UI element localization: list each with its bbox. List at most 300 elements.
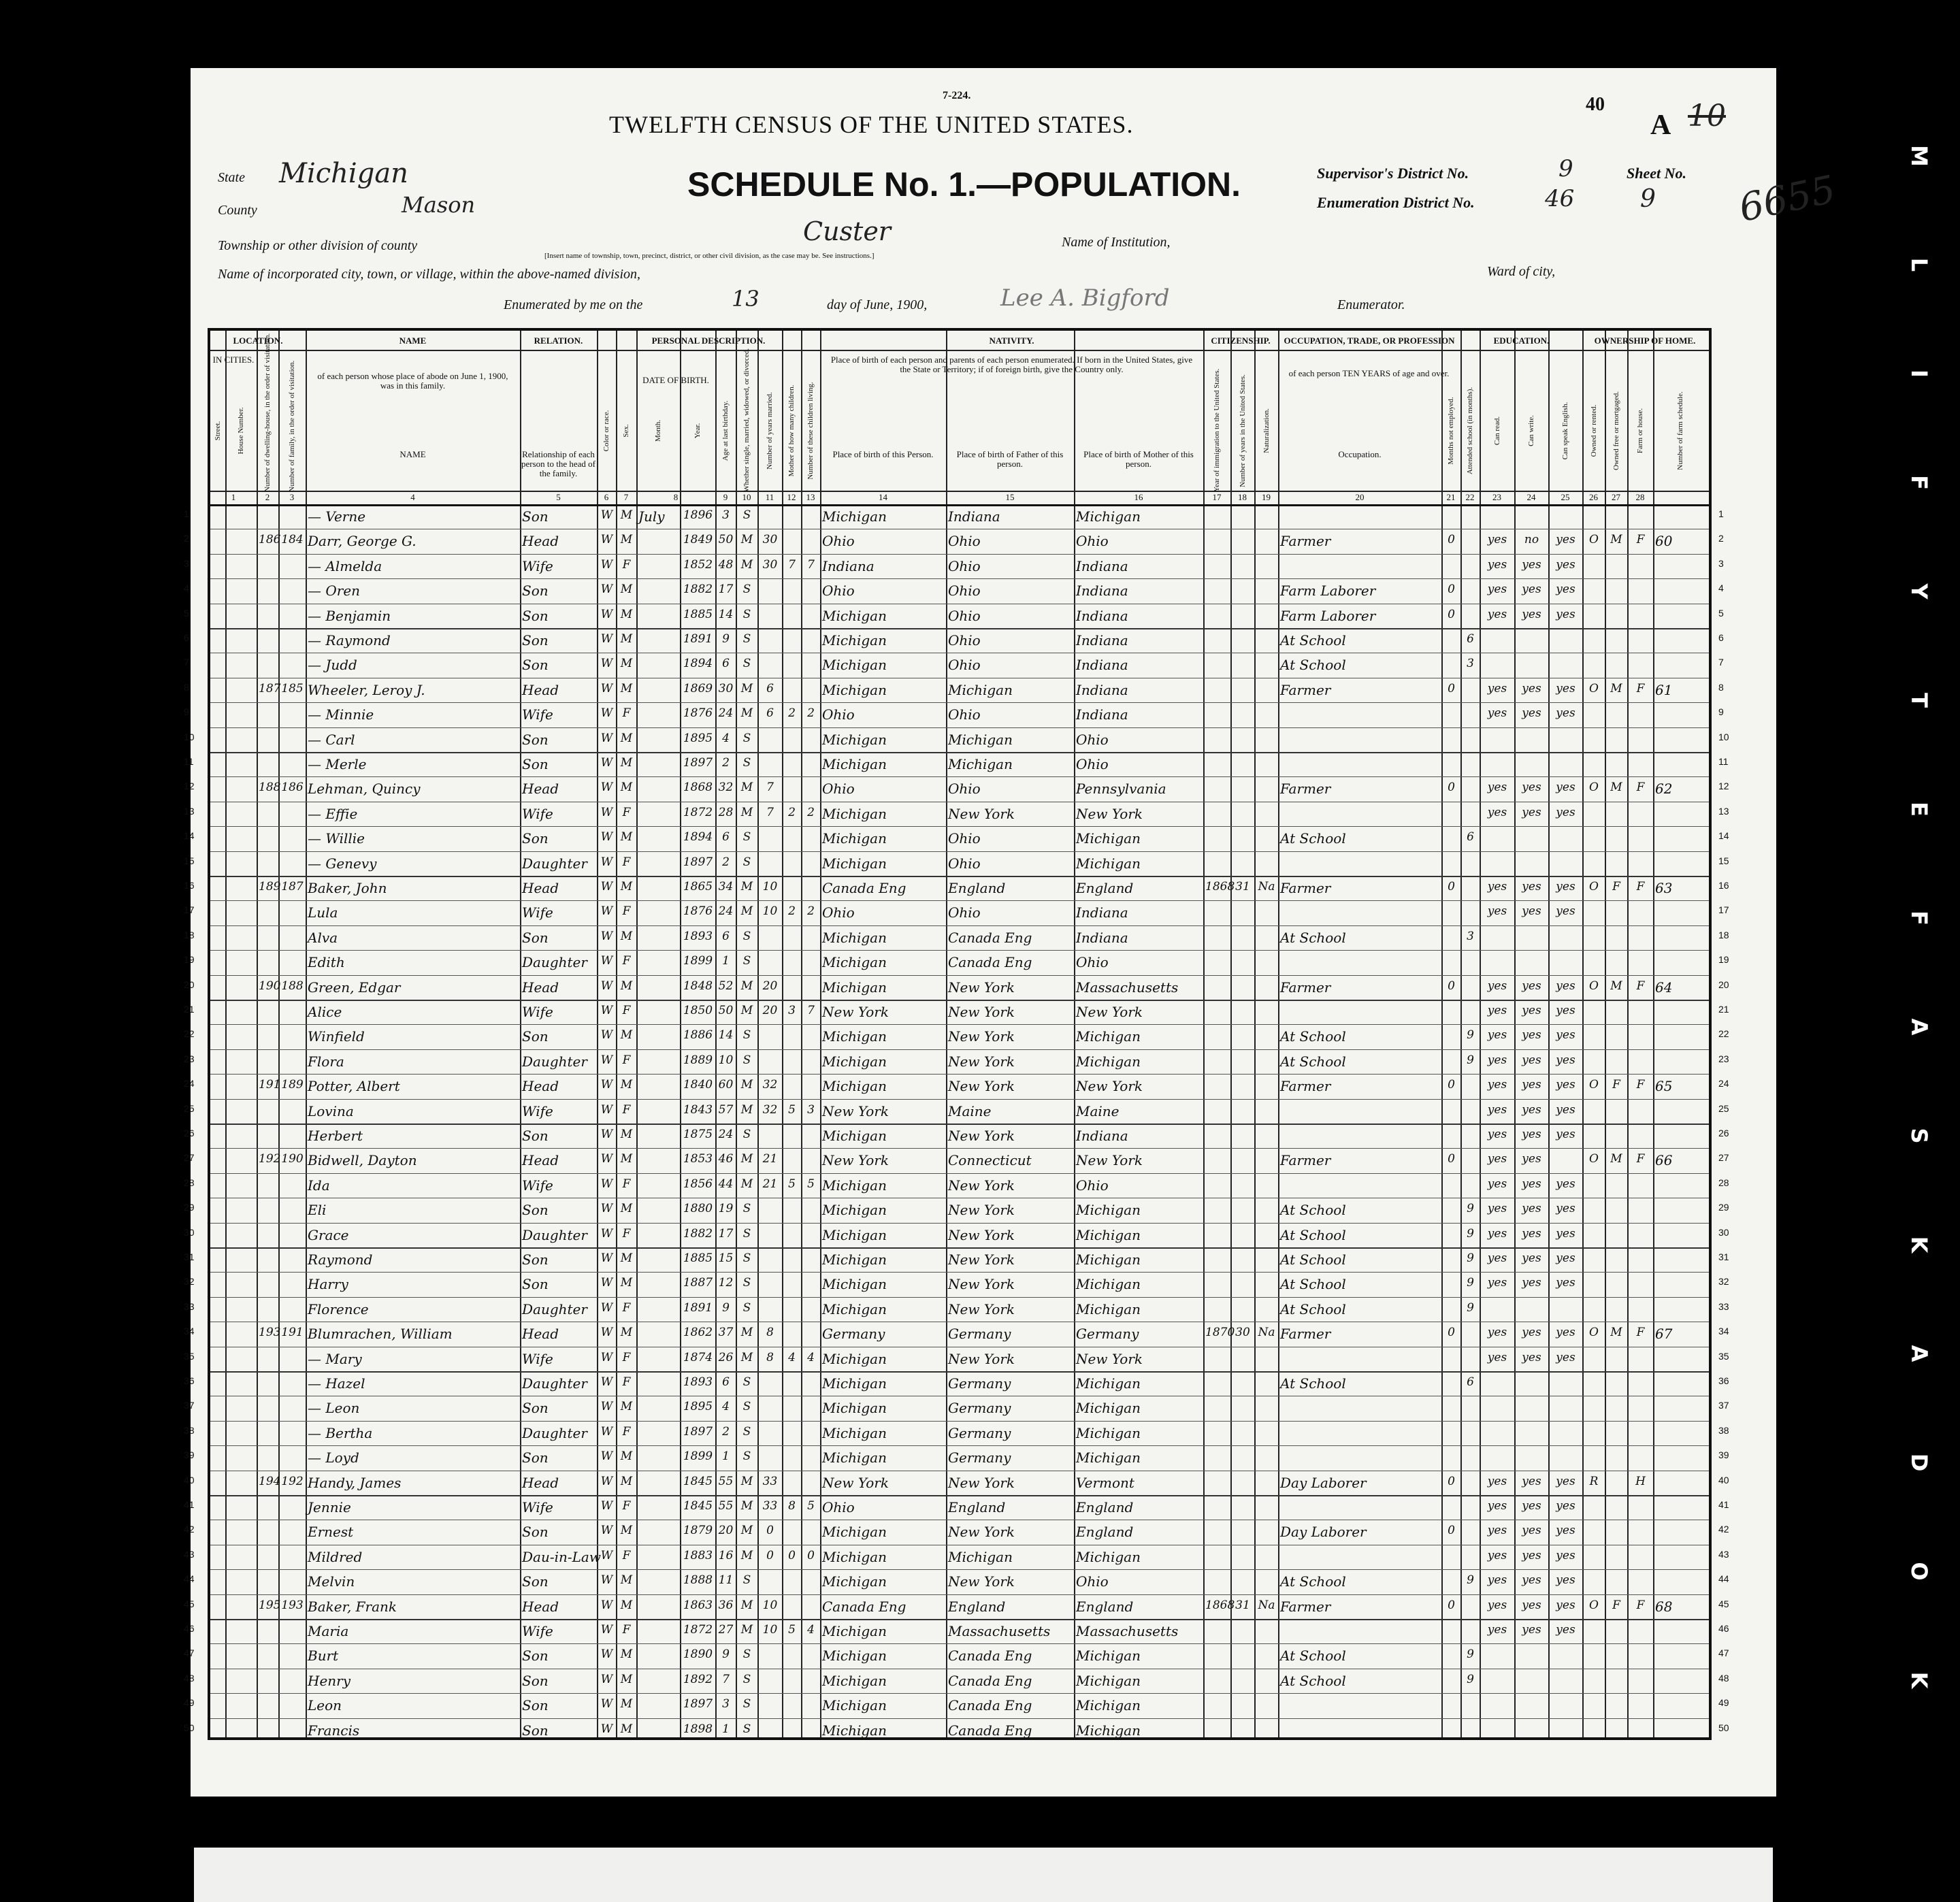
cell-pob: Michigan <box>822 1672 887 1689</box>
cell-name: — Effie <box>308 805 358 822</box>
cell-pob: Ohio <box>822 1499 855 1515</box>
cell-rel: Son <box>522 1128 549 1144</box>
column-number: 14 <box>879 492 887 502</box>
cell-pob: Michigan <box>822 681 887 698</box>
cell-year: 1879 <box>683 1524 713 1538</box>
column-divider <box>1653 331 1654 1737</box>
cell-nat: Na <box>1258 1598 1275 1612</box>
cell-fpob: Germany <box>948 1400 1011 1417</box>
frame-number: 6655 <box>1735 167 1840 231</box>
cell-rel: Wife <box>522 1350 553 1367</box>
cell-age: 48 <box>718 557 734 572</box>
row-number: 32 <box>184 1276 195 1288</box>
row-number: 14 <box>184 830 195 842</box>
cell-year: 1893 <box>683 1375 713 1389</box>
column-header: Place of birth of this Person. <box>832 449 934 459</box>
cell-pob: Michigan <box>822 1128 887 1144</box>
cell-name: — Judd <box>308 657 357 674</box>
cell-mpob: Ohio <box>1076 1177 1109 1194</box>
column-number: 10 <box>742 492 751 502</box>
row-number: 29 <box>184 1202 195 1213</box>
row-number: 2 <box>1718 533 1724 544</box>
group-header: OWNERSHIP OF HOME. <box>1594 335 1696 346</box>
column-divider <box>1514 331 1516 1737</box>
cell-year: 1856 <box>683 1177 713 1191</box>
cell-pob: Michigan <box>822 954 887 971</box>
enumerator-name: Lee A. Bigford <box>1000 284 1170 312</box>
cell-year: 1875 <box>683 1128 713 1141</box>
cell-ms: S <box>742 632 751 646</box>
group-header: NAME <box>399 335 427 346</box>
column-number: 5 <box>556 492 561 502</box>
row-rule <box>210 925 1709 926</box>
film-letter: K <box>1906 1671 1932 1689</box>
cell-sex: F <box>622 1053 631 1067</box>
cell-mpob: Michigan <box>1076 1424 1141 1441</box>
cell-pob: Michigan <box>822 1548 887 1565</box>
cell-read: yes <box>1487 1053 1507 1067</box>
cell-ms: S <box>742 954 751 968</box>
cell-sched: 63 <box>1655 880 1673 896</box>
row-number: 21 <box>184 1004 195 1015</box>
cell-age: 44 <box>718 1177 734 1191</box>
cell-ms: S <box>742 583 751 597</box>
cell-read: yes <box>1487 583 1507 597</box>
cell-year: 1894 <box>683 657 713 671</box>
row-number: 40 <box>1718 1474 1729 1486</box>
cell-ms: M <box>740 1623 753 1637</box>
column-header: Place of birth of Father of this person. <box>956 449 1064 469</box>
cell-ms: M <box>740 1152 753 1166</box>
township-label: Township or other division of county <box>218 238 418 253</box>
cell-ms: M <box>740 781 753 795</box>
cell-rel: Head <box>522 781 559 798</box>
row-number: 36 <box>184 1375 195 1386</box>
cell-sex: M <box>620 1078 633 1092</box>
column-divider <box>782 331 783 1737</box>
column-header: Number of these children living. <box>806 382 815 480</box>
column-number: 12 <box>787 492 796 502</box>
cell-fpob: New York <box>948 1573 1015 1590</box>
column-number: 18 <box>1238 492 1247 502</box>
cell-race: W <box>600 1177 613 1191</box>
cell-write: yes <box>1522 1226 1541 1241</box>
cell-read: yes <box>1487 1326 1507 1340</box>
row-number: 10 <box>1718 731 1729 742</box>
cell-fpob: New York <box>948 1202 1015 1219</box>
cell-year: 1883 <box>683 1548 713 1562</box>
cell-name: Lovina <box>308 1102 354 1119</box>
column-header: Year of immigration to the United States. <box>1213 368 1221 492</box>
sheet-marks: 40 <box>1586 94 1605 115</box>
cell-write: yes <box>1522 1623 1541 1637</box>
row-number: 9 <box>184 706 189 718</box>
cell-mpob: England <box>1076 1598 1134 1615</box>
cell-age: 4 <box>722 731 730 745</box>
cell-pob: Michigan <box>822 830 887 847</box>
cell-ms: S <box>742 1573 751 1588</box>
column-divider <box>1548 331 1550 1737</box>
cell-fpob: Ohio <box>948 632 981 649</box>
cell-ym: 6 <box>766 706 774 721</box>
cell-occ: Farmer <box>1280 781 1331 798</box>
cell-ym: 10 <box>762 1623 778 1637</box>
cell-ym: 21 <box>762 1177 778 1191</box>
cell-cl: 0 <box>807 1548 815 1562</box>
cell-pob: Michigan <box>822 1424 887 1441</box>
cell-name: — Raymond <box>308 632 391 649</box>
cell-read: yes <box>1487 1102 1507 1117</box>
cell-write: yes <box>1522 706 1541 721</box>
column-divider <box>636 331 638 1737</box>
cell-race: W <box>600 1350 613 1364</box>
cell-age: 32 <box>718 781 734 795</box>
cell-age: 28 <box>718 805 734 819</box>
cell-mpob: Michigan <box>1076 1202 1141 1219</box>
cell-sex: M <box>620 681 633 695</box>
cell-year: 1898 <box>683 1722 713 1736</box>
cell-cl: 2 <box>807 805 815 819</box>
cell-year: 1887 <box>683 1276 713 1290</box>
cell-eng: yes <box>1556 1102 1575 1117</box>
row-number: 24 <box>184 1078 195 1089</box>
cell-read: yes <box>1487 1251 1507 1265</box>
film-letter: T <box>1906 693 1932 708</box>
cell-write: yes <box>1522 805 1541 819</box>
film-letter: F <box>1906 475 1932 490</box>
cell-mpob: Michigan <box>1076 508 1141 525</box>
cell-write: yes <box>1522 607 1541 621</box>
column-header: Year. <box>693 423 702 439</box>
row-number: 1 <box>184 508 189 519</box>
cell-race: W <box>600 855 613 869</box>
cell-sex: F <box>622 706 631 721</box>
cell-age: 36 <box>718 1598 734 1612</box>
cell-sex: M <box>620 1647 633 1662</box>
cell-eng: yes <box>1556 557 1575 572</box>
row-number: 44 <box>184 1573 195 1585</box>
cell-mpob: Michigan <box>1076 1028 1141 1045</box>
cell-rel: Son <box>522 1251 549 1268</box>
cell-fpob: New York <box>948 1177 1015 1194</box>
column-divider <box>225 331 227 1737</box>
row-number: 7 <box>184 657 189 668</box>
column-number: 1 <box>231 492 236 502</box>
cell-sex: F <box>622 1102 631 1117</box>
cell-occ: Farm Laborer <box>1280 583 1376 600</box>
row-rule <box>210 702 1709 703</box>
cell-age: 10 <box>718 1053 734 1067</box>
column-header: Attended school (in months). <box>1466 387 1474 475</box>
cell-mc: 2 <box>788 805 796 819</box>
row-number: 48 <box>184 1672 195 1684</box>
cell-farm: F <box>1636 979 1645 993</box>
cell-rel: Head <box>522 1474 559 1491</box>
ward-label: Ward of city, <box>1487 264 1556 279</box>
cell-race: W <box>600 1499 613 1513</box>
cell-ms: M <box>740 1350 753 1364</box>
cell-school: 9 <box>1467 1672 1474 1686</box>
sheet-crossed: 10 <box>1688 99 1726 133</box>
cell-ms: S <box>742 1202 751 1216</box>
cell-mpob: Indiana <box>1076 706 1128 723</box>
cell-fpob: New York <box>948 1078 1015 1095</box>
cell-race: W <box>600 830 613 845</box>
cell-name: Bidwell, Dayton <box>308 1152 417 1169</box>
column-number: 21 <box>1446 492 1456 502</box>
cell-write: yes <box>1522 681 1541 695</box>
cell-write: yes <box>1522 1128 1541 1141</box>
cell-mpob: New York <box>1076 1004 1143 1020</box>
cell-ym: 32 <box>762 1102 778 1117</box>
cell-age: 55 <box>718 1499 734 1513</box>
film-letter: M <box>1906 145 1932 167</box>
cell-year: 1845 <box>683 1499 713 1513</box>
cell-sex: M <box>620 1028 633 1043</box>
row-number: 35 <box>1718 1350 1729 1362</box>
cell-occ: At School <box>1280 1300 1346 1317</box>
cell-sex: F <box>622 855 631 869</box>
cell-name: Harry <box>308 1276 348 1293</box>
column-number: 9 <box>723 492 728 502</box>
cell-name: Herbert <box>308 1128 363 1144</box>
column-divider <box>946 331 947 1737</box>
cell-own: O <box>1589 1598 1599 1612</box>
column-divider <box>306 331 307 1737</box>
cell-fpob: New York <box>948 1004 1015 1020</box>
cell-name: Edith <box>308 954 345 971</box>
cell-nat: Na <box>1258 1326 1275 1340</box>
film-letter: Y <box>1906 583 1932 600</box>
column-header: Number of years in the United States. <box>1238 374 1247 487</box>
cell-school: 9 <box>1467 1028 1474 1043</box>
cell-pob: Michigan <box>822 607 887 624</box>
cell-ms: M <box>740 1177 753 1191</box>
cell-name: Burt <box>308 1647 339 1665</box>
column-number: 16 <box>1134 492 1143 502</box>
column-divider <box>1605 331 1606 1737</box>
cell-rel: Head <box>522 1326 559 1343</box>
cell-age: 7 <box>722 1672 730 1686</box>
city-label: Name of incorporated city, town, or village, within the above-named division, <box>218 267 641 282</box>
row-number: 24 <box>1718 1078 1729 1089</box>
enumeration-value: 46 <box>1545 185 1575 212</box>
cell-year: 1889 <box>683 1053 713 1067</box>
cell-sched: 65 <box>1655 1078 1673 1095</box>
cell-mpob: Pennsylvania <box>1076 781 1166 798</box>
cell-ms: M <box>740 706 753 721</box>
row-rule <box>210 1124 1709 1125</box>
cell-mne: 0 <box>1448 1524 1455 1538</box>
cell-race: W <box>600 681 613 695</box>
cell-sex: F <box>622 904 631 919</box>
cell-farm: F <box>1636 1078 1645 1092</box>
cell-year: 1885 <box>683 607 713 621</box>
supervisor-value: 9 <box>1558 155 1573 182</box>
cell-race: W <box>600 533 613 547</box>
cell-ym: 10 <box>762 880 778 893</box>
cell-imm: 1868 <box>1205 880 1235 893</box>
cell-dw: 192 <box>259 1152 281 1166</box>
column-divider <box>715 331 717 1737</box>
cell-pob: Michigan <box>822 1524 887 1541</box>
cell-ms: M <box>740 1326 753 1340</box>
cell-read: yes <box>1487 1573 1507 1588</box>
column-header: Number of dwelling-house, in the order of visitation. <box>263 333 272 492</box>
cell-mpob: Michigan <box>1076 855 1141 872</box>
population-table <box>208 328 1712 1740</box>
cell-pob: New York <box>822 1152 889 1169</box>
row-rule <box>210 1173 1709 1174</box>
cell-race: W <box>600 1722 613 1736</box>
cell-write: yes <box>1522 557 1541 572</box>
cell-pob: Michigan <box>822 756 887 772</box>
cell-eng: yes <box>1556 1128 1575 1141</box>
cell-name: Baker, Frank <box>308 1598 397 1615</box>
column-number: 11 <box>765 492 774 502</box>
row-number: 35 <box>184 1350 195 1362</box>
cell-year: 1852 <box>683 557 713 572</box>
cell-age: 3 <box>722 508 730 522</box>
cell-race: W <box>600 1647 613 1662</box>
cell-write: yes <box>1522 1102 1541 1117</box>
cell-occ: At School <box>1280 1028 1346 1045</box>
cell-pob: Michigan <box>822 979 887 996</box>
cell-year: 1849 <box>683 533 713 547</box>
cell-write: yes <box>1522 1326 1541 1340</box>
cell-dw: 195 <box>259 1598 281 1612</box>
cell-rel: Wife <box>522 805 553 822</box>
cell-rel: Dau-in-Law <box>522 1548 601 1565</box>
cell-fpob: Ohio <box>948 781 981 798</box>
cell-write: yes <box>1522 1004 1541 1017</box>
cell-own: O <box>1589 681 1599 695</box>
group-header: LOCATION. <box>233 335 283 346</box>
cell-race: W <box>600 1102 613 1117</box>
cell-age: 4 <box>722 1400 730 1414</box>
cell-mc: 5 <box>788 1177 796 1191</box>
cell-rel: Son <box>522 1202 549 1219</box>
row-number: 3 <box>184 557 189 569</box>
cell-age: 9 <box>722 1647 730 1662</box>
cell-race: W <box>600 1598 613 1612</box>
cell-age: 6 <box>722 657 730 671</box>
cell-age: 60 <box>718 1078 734 1092</box>
row-rule <box>210 900 1709 901</box>
cell-rel: Son <box>522 830 549 847</box>
cell-ms: M <box>740 533 753 547</box>
cell-fpob: Canada Eng <box>948 1722 1032 1739</box>
cell-year: 1897 <box>683 1697 713 1711</box>
enumerator-label: Enumerator. <box>1337 297 1405 312</box>
cell-pob: Michigan <box>822 1251 887 1268</box>
cell-fpob: Michigan <box>948 756 1013 772</box>
row-number: 46 <box>1718 1623 1729 1634</box>
cell-fpob: Massachusetts <box>948 1623 1051 1639</box>
cell-read: yes <box>1487 1078 1507 1092</box>
row-rule <box>210 1099 1709 1100</box>
cell-write: yes <box>1522 1177 1541 1191</box>
cell-age: 2 <box>722 1424 730 1439</box>
cell-year: 1865 <box>683 880 713 893</box>
cell-year: 1895 <box>683 1400 713 1414</box>
cell-mpob: New York <box>1076 1078 1143 1095</box>
cell-eng: yes <box>1556 1350 1575 1364</box>
cell-race: W <box>600 1474 613 1488</box>
cell-sex: M <box>620 781 633 795</box>
row-number: 32 <box>1718 1276 1729 1288</box>
cell-fpob: England <box>948 880 1006 896</box>
cell-mpob: Massachusetts <box>1076 1623 1179 1639</box>
cell-mpob: Indiana <box>1076 1128 1128 1144</box>
cell-pob: New York <box>822 1004 889 1020</box>
cell-fam: 190 <box>281 1152 304 1166</box>
cell-race: W <box>600 1202 613 1216</box>
cell-occ: At School <box>1280 1226 1346 1243</box>
cell-ms: S <box>742 1424 751 1439</box>
row-number: 2 <box>184 533 189 544</box>
cell-name: Flora <box>308 1053 344 1070</box>
cell-dw: 191 <box>259 1078 281 1092</box>
cell-school: 9 <box>1467 1251 1474 1265</box>
row-number: 5 <box>184 607 189 619</box>
cell-ym: 33 <box>762 1474 778 1488</box>
cell-pob: New York <box>822 1474 889 1491</box>
cell-occ: Day Laborer <box>1280 1524 1367 1541</box>
cell-sched: 60 <box>1655 533 1673 550</box>
cell-sex: M <box>620 607 633 621</box>
cell-name: Maria <box>308 1623 349 1639</box>
group-subheader: DATE OF BIRTH. <box>642 375 709 385</box>
cell-race: W <box>600 1004 613 1017</box>
cell-year: 1893 <box>683 929 713 943</box>
cell-pob: Michigan <box>822 508 887 525</box>
cell-rel: Daughter <box>522 1424 587 1441</box>
row-number: 1 <box>1718 508 1724 519</box>
cell-name: Raymond <box>308 1251 373 1268</box>
cell-race: W <box>600 1300 613 1315</box>
cell-name: Jennie <box>308 1499 351 1515</box>
row-number: 6 <box>1718 632 1724 643</box>
row-number: 13 <box>184 805 195 817</box>
cell-name: Henry <box>308 1672 351 1689</box>
cell-race: W <box>600 706 613 721</box>
cell-school: 3 <box>1467 929 1474 943</box>
cell-imm: 1870 <box>1205 1326 1235 1340</box>
cell-pob: Michigan <box>822 632 887 649</box>
cell-farm: F <box>1636 533 1645 547</box>
row-rule <box>210 752 1709 753</box>
cell-read: yes <box>1487 781 1507 795</box>
cell-sex: M <box>620 583 633 597</box>
row-number: 20 <box>1718 979 1729 990</box>
row-rule <box>210 1148 1709 1149</box>
cell-ms: S <box>742 508 751 522</box>
cell-name: — Mary <box>308 1350 362 1367</box>
county-value: Mason <box>402 192 476 218</box>
cell-race: W <box>600 557 613 572</box>
film-letter: I <box>1906 370 1932 378</box>
cell-occ: Farmer <box>1280 681 1331 698</box>
row-number: 14 <box>1718 830 1729 842</box>
cell-free: M <box>1610 979 1622 993</box>
cell-cl: 4 <box>807 1623 815 1637</box>
row-rule <box>210 1074 1709 1075</box>
cell-sex: F <box>622 1177 631 1191</box>
cell-name: Winfield <box>308 1028 365 1045</box>
cell-fpob: Michigan <box>948 1548 1013 1565</box>
cell-cl: 5 <box>807 1499 815 1513</box>
